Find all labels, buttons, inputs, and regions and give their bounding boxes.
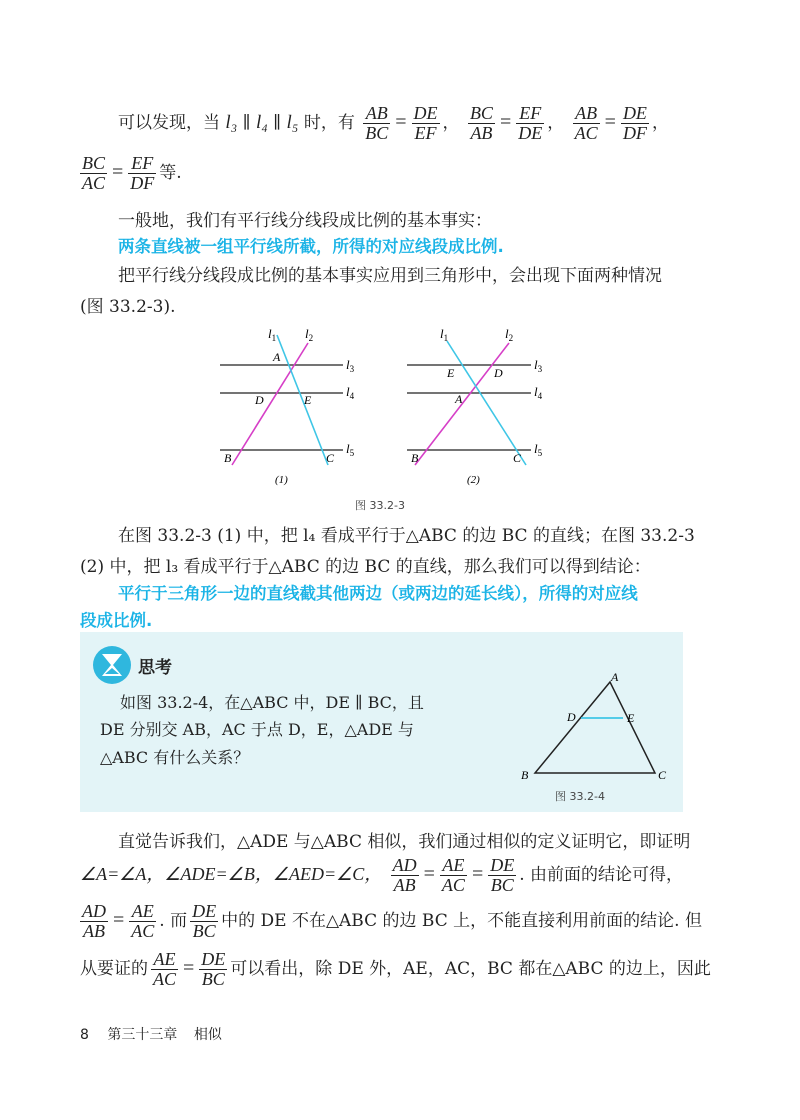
paragraph-4: 在图 33.2-3 (1) 中，把 l₄ 看成平行于△ABC 的边 BC 的直线；在图 33.2-3 bbox=[118, 526, 695, 546]
svg-text:A: A bbox=[455, 392, 463, 406]
svg-text:E: E bbox=[447, 366, 455, 380]
fraction: $\frac{DE}{BC}$ bbox=[490, 855, 515, 895]
fraction: $\frac{AE}{AC}$ bbox=[131, 901, 155, 941]
fraction: $\frac{AE}{AC}$ bbox=[441, 855, 465, 895]
svg-text:l2: $l_2$ bbox=[505, 326, 514, 343]
paragraph-5-line-4: 从要证的 $\frac{AE}{AC}$ = $\frac{DE}{BC}$ 可以看出，除 DE 外，AE，AC，BC 都在△ABC 的边上，因此 bbox=[80, 949, 711, 989]
fraction: $\frac{BC}{AB}$ bbox=[469, 103, 493, 143]
fraction: $\frac{EF}{DF}$ bbox=[130, 153, 155, 193]
page-number: 8 bbox=[80, 1027, 89, 1043]
figure-panel-1 bbox=[220, 326, 355, 486]
think-icon bbox=[90, 643, 134, 687]
page-footer bbox=[80, 1024, 222, 1044]
fact-highlight-1: 两条直线被一组平行线所截，所得的对应线段成比例. bbox=[118, 237, 504, 256]
fraction: $\frac{DE}{DF}$ bbox=[622, 103, 647, 143]
fraction: $\frac{BC}{AC}$ bbox=[82, 153, 106, 193]
figure-33-2-3 bbox=[215, 323, 555, 488]
label-l1: $l_1$ bbox=[268, 326, 277, 343]
svg-text:l1: $l_1$ bbox=[440, 326, 449, 343]
fraction: $\frac{AB}{AC}$ bbox=[574, 103, 598, 143]
label-D: D bbox=[255, 393, 264, 407]
fraction: $\frac{EF}{DE}$ bbox=[518, 103, 543, 143]
fraction: $\frac{AD}{AB}$ bbox=[392, 855, 417, 895]
label-D: D bbox=[567, 710, 576, 724]
paragraph-5-line-3: $\frac{AD}{AB}$ = $\frac{AE}{AC}$ . 而 $\frac{DE}{BC}$ 中的 DE 不在△ABC 的边 BC 上，不能直接利用前面的结论. 但 bbox=[82, 901, 702, 941]
svg-text:l4: $l_4$ bbox=[534, 384, 543, 401]
svg-text:l3: $l_3$ bbox=[534, 357, 543, 374]
fraction: $\frac{DE}{BC}$ bbox=[201, 949, 226, 989]
paragraph-1: 可以发现，当 l₃ ∥ l₄ ∥ l₅ 时，有 $\frac{AB}{BC}$ = $\frac{DE}{EF}$ ， $\frac{BC}{AB}$ = $\frac{EF}{DE}$ ， $\frac{AB}{AC}$ = $\frac{DE}{DF}$ ， bbox=[118, 103, 669, 143]
chapter-title: 相似 bbox=[193, 1027, 222, 1043]
svg-text:C: C bbox=[513, 451, 522, 465]
label-l5: $l_5$ bbox=[346, 441, 355, 458]
think-line-1: 如图 33.2-4，在△ABC 中，DE ∥ BC，且 bbox=[120, 693, 424, 712]
label-C: C bbox=[326, 451, 335, 465]
label-E: E bbox=[627, 711, 635, 725]
think-title: 思考 bbox=[138, 658, 172, 678]
line-l1 bbox=[277, 335, 328, 465]
svg-text:D: D bbox=[494, 366, 503, 380]
fraction: $\frac{AE}{AC}$ bbox=[153, 949, 177, 989]
paragraph-3-cont: (图 33.2-3). bbox=[80, 297, 176, 317]
fraction: $\frac{AD}{AB}$ bbox=[82, 901, 106, 941]
svg-text:l5: $l_5$ bbox=[534, 441, 543, 458]
sub-caption-2: (2) bbox=[467, 474, 480, 486]
paragraph-5-line-2: ∠A=∠A，∠ADE=∠B，∠AED=∠C， $\frac{AD}{AB}$ = $\frac{AE}{AC}$ = $\frac{DE}{BC}$ . 由前面的结论可得， bbox=[80, 855, 684, 895]
figure-caption-2: 图 33.2-4 bbox=[555, 790, 605, 803]
figure-caption: 图 33.2-3 bbox=[355, 499, 405, 512]
fact-highlight-2: 平行于三角形一边的直线截其他两边（或两边的延长线），所得的对应线 bbox=[118, 584, 638, 603]
paragraph-5: 直觉告诉我们，△ADE 与△ABC 相似，我们通过相似的定义证明它，即证明 bbox=[118, 832, 691, 852]
paragraph-3: 把平行线分线段成比例的基本事实应用到三角形中，会出现下面两种情况 bbox=[118, 266, 662, 286]
figure-panel-2 bbox=[407, 326, 543, 486]
think-box bbox=[80, 632, 683, 812]
label-E: E bbox=[304, 393, 312, 407]
label-l2: $l_2$ bbox=[305, 326, 314, 343]
chapter-label: 第三十三章 bbox=[107, 1027, 178, 1043]
think-line-2: DE 分别交 AB，AC 于点 D，E，△ADE 与 bbox=[100, 720, 414, 739]
fact-highlight-2-cont: 段成比例. bbox=[80, 611, 153, 630]
sub-caption-1: (1) bbox=[275, 474, 288, 486]
fraction: $\frac{AB}{BC}$ bbox=[365, 103, 389, 143]
paragraph-1-cont: $\frac{BC}{AC}$ = $\frac{EF}{DF}$ 等. bbox=[82, 153, 182, 193]
label-A: A bbox=[273, 350, 281, 364]
figure-33-2-4 bbox=[515, 670, 675, 782]
label-B: B bbox=[224, 451, 232, 465]
label-l3: $l_3$ bbox=[346, 357, 355, 374]
fraction: $\frac{DE}{BC}$ bbox=[192, 901, 217, 941]
line-l2 bbox=[232, 343, 308, 465]
svg-text:B: B bbox=[411, 451, 419, 465]
label-l4: $l_4$ bbox=[346, 384, 355, 401]
paragraph-4-cont: (2) 中，把 l₃ 看成平行于△ABC 的边 BC 的直线，那么我们可以得到结论： bbox=[80, 557, 651, 577]
label-C: C bbox=[658, 768, 667, 782]
label-A: A bbox=[611, 670, 619, 684]
think-line-3: △ABC 有什么关系？ bbox=[100, 748, 250, 767]
label-B: B bbox=[521, 768, 529, 782]
paragraph-2: 一般地，我们有平行线分线段成比例的基本事实： bbox=[118, 211, 492, 231]
fraction: $\frac{DE}{EF}$ bbox=[413, 103, 438, 143]
